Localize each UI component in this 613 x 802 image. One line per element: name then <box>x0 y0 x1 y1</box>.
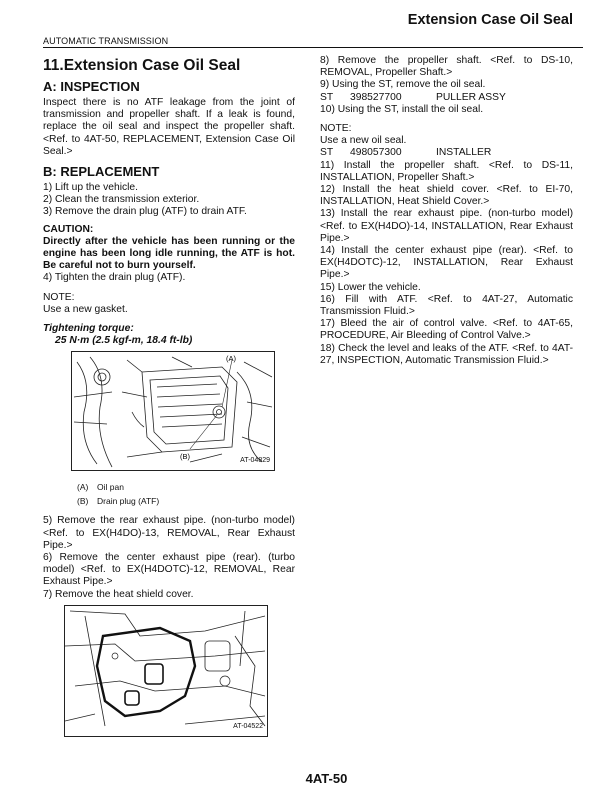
step-16: 16) Fill with ATF. <Ref. to 4AT-27, Automatic Transmission Fluid.> <box>320 293 573 318</box>
special-tool-row: ST 498057300 INSTALLER <box>320 147 492 159</box>
heat-shield-figure <box>64 605 268 737</box>
note-text: Use a new gasket. <box>43 303 128 315</box>
oil-pan-figure <box>71 351 275 471</box>
section-label: AUTOMATIC TRANSMISSION <box>43 36 169 46</box>
step-5: 5) Remove the rear exhaust pipe. (non-turbo model) <Ref. to EX(H4DO)-13, REMOVAL, Rear Exhaust Pipe.> <box>43 515 295 551</box>
step-1: 1) Lift up the vehicle. <box>43 182 139 194</box>
figure-legend <box>77 480 295 508</box>
callout-b: (B) <box>180 452 190 462</box>
note-text: Use a new oil seal. <box>320 135 407 147</box>
replacement-heading: B: REPLACEMENT <box>43 164 160 180</box>
step-14: 14) Install the center exhaust pipe (rear). <Ref. to EX(H4DOTC)-12, INSTALLATION, Rear Exhaust Pipe.> <box>320 245 573 281</box>
step-7: 7) Remove the heat shield cover. <box>43 588 194 600</box>
heat-shield-illustration <box>65 606 267 736</box>
caution-title: CAUTION: <box>43 223 94 235</box>
step-15: 15) Lower the vehicle. <box>320 281 421 293</box>
special-tool-row: ST 398527700 PULLER ASSY <box>320 91 506 103</box>
inspection-heading: A: INSPECTION <box>43 79 140 94</box>
step-8: 8) Remove the propeller shaft. <Ref. to DS-10, REMOVAL, Propeller Shaft.> <box>320 55 573 79</box>
figure-code: AT-04522 <box>233 722 263 730</box>
step-11: 11) Install the propeller shaft. <Ref. to DS-11, INSTALLATION, Propeller Shaft.> <box>320 159 573 183</box>
step-2: 2) Clean the transmission exterior. <box>43 194 200 206</box>
step-9: 9) Using the ST, remove the oil seal. <box>320 79 486 91</box>
step-6: 6) Remove the center exhaust pipe (rear). (turbo model) <Ref. to EX(H4DOTC)-12, REMOVAL, Rear Exhaust Pipe.> <box>43 552 295 588</box>
inspection-text: Inspect there is no ATF leakage from the joint of transmission and propeller shaft. If a leak is found, replace the oil seal and inspect the propeller shaft. <Ref. to 4AT-50, REPLACEMENT, Extension Case Oil Seal.> <box>43 97 295 157</box>
step-10: 10) Using the ST, install the oil seal. <box>320 103 484 115</box>
callout-a: (A) <box>226 354 236 364</box>
note-title: NOTE: <box>320 123 352 135</box>
figure-code: AT-04829 <box>240 457 270 465</box>
torque-value: 25 N·m (2.5 kgf-m, 18.4 ft-lb) <box>55 335 193 347</box>
caution-text: Directly after the vehicle has been running or the engine has been long idle running, the ATF is hot. Be careful not to burn yourself. <box>43 235 295 272</box>
step-13: 13) Install the rear exhaust pipe. (non-turbo model) <Ref. to EX(H4DO)-14, INSTALLATION, Rear Exhaust Pipe.> <box>320 208 573 244</box>
step-18: 18) Check the level and leaks of the ATF. <Ref. to 4AT-27, INSPECTION, Automatic Transmission Fluid.> <box>320 342 573 366</box>
legend-item: (A) Oil pan <box>77 482 124 493</box>
torque-title: Tightening torque: <box>43 323 134 335</box>
page-header-title: Extension Case Oil Seal <box>407 12 573 28</box>
left-column <box>43 55 295 737</box>
step-17: 17) Bleed the air of control valve. <Ref. to 4AT-65, PROCEDURE, Air Bleeding of Control Valve.> <box>320 318 573 342</box>
step-4: 4) Tighten the drain plug (ATF). <box>43 272 186 284</box>
step-12: 12) Install the heat shield cover. <Ref. to EI-70, INSTALLATION, Heat Shield Cover.> <box>320 184 573 208</box>
right-column <box>320 55 573 367</box>
step-3: 3) Remove the drain plug (ATF) to drain ATF. <box>43 206 247 218</box>
legend-item: (B) Drain plug (ATF) <box>77 496 160 507</box>
section-title: 11.Extension Case Oil Seal <box>43 57 241 74</box>
header-divider <box>43 47 583 48</box>
oil-pan-illustration <box>72 352 274 470</box>
page-number: 4AT-50 <box>305 771 348 786</box>
note-title: NOTE: <box>43 291 75 303</box>
